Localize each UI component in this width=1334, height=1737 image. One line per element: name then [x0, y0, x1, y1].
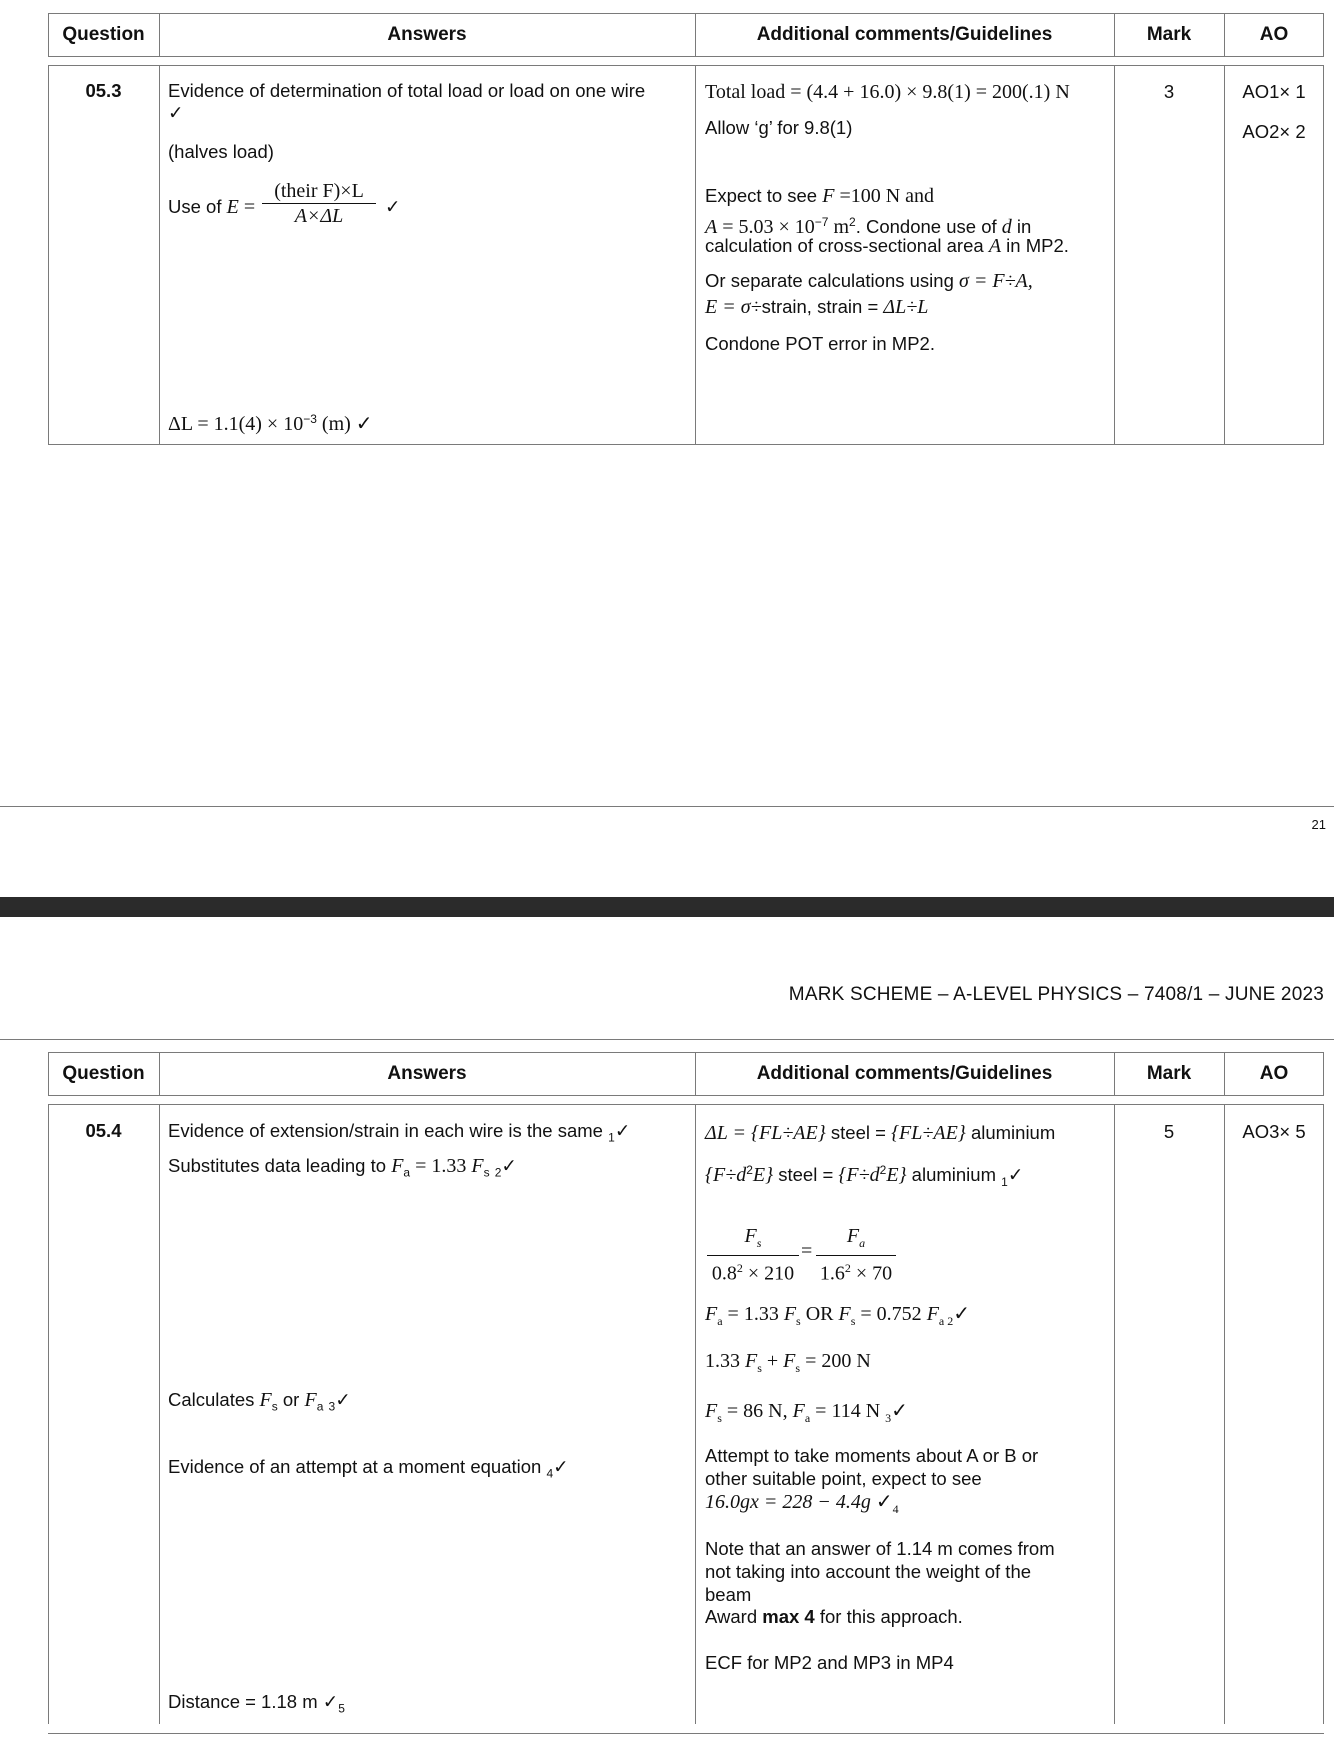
tick-mark: ✓ [875, 1491, 893, 1513]
guideline-line: Note that an answer of 1.14 m comes from [705, 1538, 1055, 1559]
header-guidelines: Additional comments/Guidelines [756, 24, 1053, 45]
divider [1114, 65, 1115, 445]
text: Or separate calculations using [705, 270, 959, 291]
text: × 70 [850, 1262, 893, 1285]
subscript: a [403, 1165, 411, 1180]
text: aluminium [906, 1164, 1002, 1186]
text: + [761, 1350, 784, 1372]
guideline-line: ECF for MP2 and MP3 in MP4 [705, 1652, 954, 1673]
page-number: 21 [1311, 817, 1326, 832]
guideline-line [705, 1350, 871, 1379]
text: ΔL = 1.1(4) × 10 [168, 413, 304, 436]
text: Substitutes data leading to [168, 1155, 392, 1176]
text: for this approach. [814, 1606, 963, 1627]
tick-mark: ✓ [501, 1155, 517, 1176]
guideline-line [705, 270, 1033, 292]
subscript: 2 [944, 1314, 954, 1328]
subscript: a [859, 1236, 866, 1250]
guideline-line: Total load = (4.4 + 16.0) × 9.8(1) = 200(.1) N [705, 81, 1070, 103]
subscript: a [316, 1399, 324, 1414]
text: or [277, 1389, 305, 1410]
equation: σ = F÷A, [959, 270, 1033, 292]
numerator [707, 1224, 799, 1255]
subscript: 5 [338, 1701, 345, 1716]
tick-mark: ✓ [953, 1303, 970, 1325]
header-question: Question [62, 24, 145, 45]
text: 1.6 [819, 1262, 845, 1285]
mark-value: 3 [1163, 81, 1175, 102]
denominator [816, 1256, 896, 1286]
subscript: 3 [885, 1411, 892, 1425]
subscript: a [717, 1314, 723, 1328]
guideline-line: Attempt to take moments about A or B or [705, 1445, 1039, 1466]
symbol: F [792, 1400, 805, 1422]
row-05-3 [48, 65, 1324, 445]
symbol: F [391, 1155, 404, 1177]
divider [159, 1104, 160, 1724]
text: = 1.33 [410, 1155, 472, 1177]
subscript: s [795, 1361, 801, 1375]
denominator: A×ΔL [294, 205, 344, 227]
text: Distance = 1.18 m [168, 1691, 323, 1712]
text: calculation of cross-sectional area [705, 235, 984, 256]
text: strain, strain = [761, 296, 884, 317]
ao-value: AO2× 2 [1242, 121, 1306, 142]
symbol: F [822, 185, 835, 207]
superscript: 2 [736, 1261, 743, 1275]
equation: {FL÷AE} [891, 1122, 966, 1144]
symbol: F [705, 1303, 718, 1325]
text: = 5.03 × 10 [717, 216, 815, 239]
guideline-line [705, 1303, 970, 1332]
text: Calculates [168, 1389, 260, 1410]
text: 0.8 [711, 1262, 737, 1285]
answer-line: (halves load) [168, 141, 274, 162]
guideline-line [705, 185, 934, 207]
symbol: F [259, 1389, 272, 1411]
equation: E = σ÷ [705, 296, 762, 318]
symbol: F [705, 1400, 718, 1422]
answer-line [168, 1456, 569, 1485]
subscript: s [271, 1399, 278, 1414]
answer-line: Evidence of determination of total load or load on one wire [168, 80, 646, 101]
superscript: 2 [879, 1163, 887, 1177]
divider [159, 65, 160, 445]
guideline-line [705, 235, 1069, 257]
subscript: s [717, 1411, 722, 1425]
tick-mark: ✓ [553, 1456, 569, 1477]
text: 1.33 [705, 1350, 745, 1372]
text: = 114 N [810, 1400, 886, 1422]
question-number: 05.3 [85, 80, 122, 101]
subscript: 4 [892, 1502, 899, 1516]
superscript: 2 [849, 215, 856, 229]
header-ao: AO [1259, 24, 1289, 45]
text: = 0.752 [855, 1303, 927, 1325]
superscript: −7 [814, 215, 829, 229]
equation: 16.0gx = 228 − 4.4g [705, 1491, 876, 1513]
fraction-steel [707, 1224, 799, 1286]
text: Evidence of extension/strain in each wire is the same [168, 1120, 609, 1141]
text: =100 N and [834, 185, 935, 207]
tick-mark: ✓ [891, 1400, 908, 1422]
superscript: 2 [746, 1163, 753, 1177]
answer-line [168, 1389, 351, 1418]
answer-line [168, 196, 255, 218]
tick-mark: ✓ [168, 102, 184, 123]
subscript: a [804, 1411, 811, 1425]
mark-value: 5 [1163, 1121, 1175, 1142]
symbol: F [926, 1303, 939, 1325]
header-ao: AO [1259, 1063, 1289, 1084]
equation: ΔL = {FL÷AE} [705, 1122, 826, 1144]
guideline-line: Allow ‘g’ for 9.8(1) [705, 117, 853, 138]
symbol: F [846, 1225, 860, 1247]
equation: E} [752, 1164, 774, 1187]
subscript: 4 [546, 1466, 554, 1481]
divider [695, 65, 696, 445]
guideline-line [705, 1606, 963, 1628]
divider [1224, 1104, 1225, 1724]
text: Evidence of an attempt at a moment equation [168, 1456, 547, 1477]
guideline-line [705, 1400, 908, 1429]
subscript: s [483, 1165, 490, 1180]
guideline-line: beam [705, 1584, 752, 1605]
guideline-line [705, 296, 928, 318]
running-header: MARK SCHEME – A-LEVEL PHYSICS – 7408/1 – JUNE 2023 [788, 984, 1324, 1005]
guideline-line [705, 1122, 1055, 1144]
symbol: A [705, 216, 718, 239]
divider [1114, 1104, 1115, 1724]
symbol: F [783, 1350, 796, 1372]
equation: {F÷d [705, 1164, 747, 1187]
tick-mark: ✓ [335, 1389, 351, 1410]
text: in [1011, 216, 1032, 238]
answer-line [168, 1155, 517, 1184]
text: = [238, 196, 256, 218]
subscript: 1 [1001, 1174, 1008, 1189]
emphasis: max 4 [762, 1606, 815, 1627]
header-answers: Answers [387, 1063, 467, 1084]
header-rule [0, 1039, 1334, 1040]
text: OR [800, 1303, 839, 1325]
equation: E} [886, 1164, 907, 1187]
tick-mark: ✓ [322, 1691, 339, 1712]
equals-sign: = [801, 1240, 813, 1262]
subscript: 3 [328, 1399, 336, 1414]
page-gap-bar [0, 897, 1334, 917]
symbol: F [744, 1225, 757, 1247]
guideline-line [705, 1491, 899, 1520]
text: = 86 N, [721, 1400, 793, 1422]
text: Expect to see [705, 185, 823, 206]
fraction-aluminium [816, 1224, 896, 1286]
text: aluminium [965, 1122, 1056, 1143]
ao-value: AO1× 1 [1242, 81, 1306, 102]
page-divider-line [0, 806, 1334, 807]
guideline-line: Condone POT error in MP2. [705, 333, 935, 354]
numerator: (their F)×L [274, 180, 364, 202]
tick-mark: ✓ [1007, 1164, 1024, 1186]
subscript: a [938, 1314, 945, 1328]
text: = 1.33 [722, 1303, 784, 1325]
denominator [707, 1256, 799, 1286]
header-answers: Answers [387, 24, 467, 45]
header-question: Question [62, 1063, 145, 1084]
text: Award [705, 1606, 763, 1627]
next-row-top-border [48, 1733, 1324, 1734]
text: Use of [168, 196, 227, 217]
symbol: F [304, 1389, 317, 1411]
subscript: 2 [494, 1165, 502, 1180]
symbol: d [1001, 216, 1012, 239]
symbol: A [988, 235, 1002, 257]
text: = 200 N [800, 1350, 871, 1372]
tick-mark: ✓ [385, 196, 401, 217]
text: . Condone use of [855, 216, 1002, 238]
header-mark: Mark [1146, 24, 1192, 45]
header-guidelines: Additional comments/Guidelines [756, 1063, 1053, 1084]
equation: ΔL÷L [883, 296, 929, 318]
answer-line [168, 1691, 345, 1720]
question-number: 05.4 [85, 1120, 122, 1141]
numerator [816, 1224, 896, 1255]
ao-value: AO3× 5 [1242, 1121, 1306, 1142]
guideline-line [705, 1159, 1023, 1193]
divider [695, 1104, 696, 1724]
symbol: F [783, 1303, 797, 1325]
symbol: E [226, 196, 239, 218]
tick-mark: ✓ [614, 1120, 631, 1141]
superscript: 2 [844, 1261, 851, 1275]
text: steel = [825, 1122, 892, 1143]
text: steel = [773, 1164, 839, 1186]
subscript: 1 [608, 1130, 615, 1145]
subscript: s [850, 1314, 856, 1328]
guideline-line: other suitable point, expect to see [705, 1468, 982, 1489]
text: × 210 [742, 1262, 795, 1285]
answer-line [168, 1120, 630, 1149]
equation: {F÷d [838, 1164, 880, 1187]
text: (m) ✓ [316, 413, 373, 436]
answer-line [168, 408, 373, 435]
subscript: s [796, 1314, 801, 1328]
subscript: s [757, 1361, 762, 1375]
header-mark: Mark [1146, 1063, 1192, 1084]
subscript: s [756, 1236, 762, 1250]
symbol: F [838, 1303, 851, 1325]
fraction-young-modulus [262, 179, 376, 228]
superscript: −3 [303, 412, 317, 426]
symbol: F [745, 1350, 758, 1372]
symbol: F [471, 1155, 484, 1177]
text: in MP2. [1001, 235, 1069, 256]
guideline-line: not taking into account the weight of the [705, 1561, 1032, 1582]
text: m [828, 216, 850, 239]
